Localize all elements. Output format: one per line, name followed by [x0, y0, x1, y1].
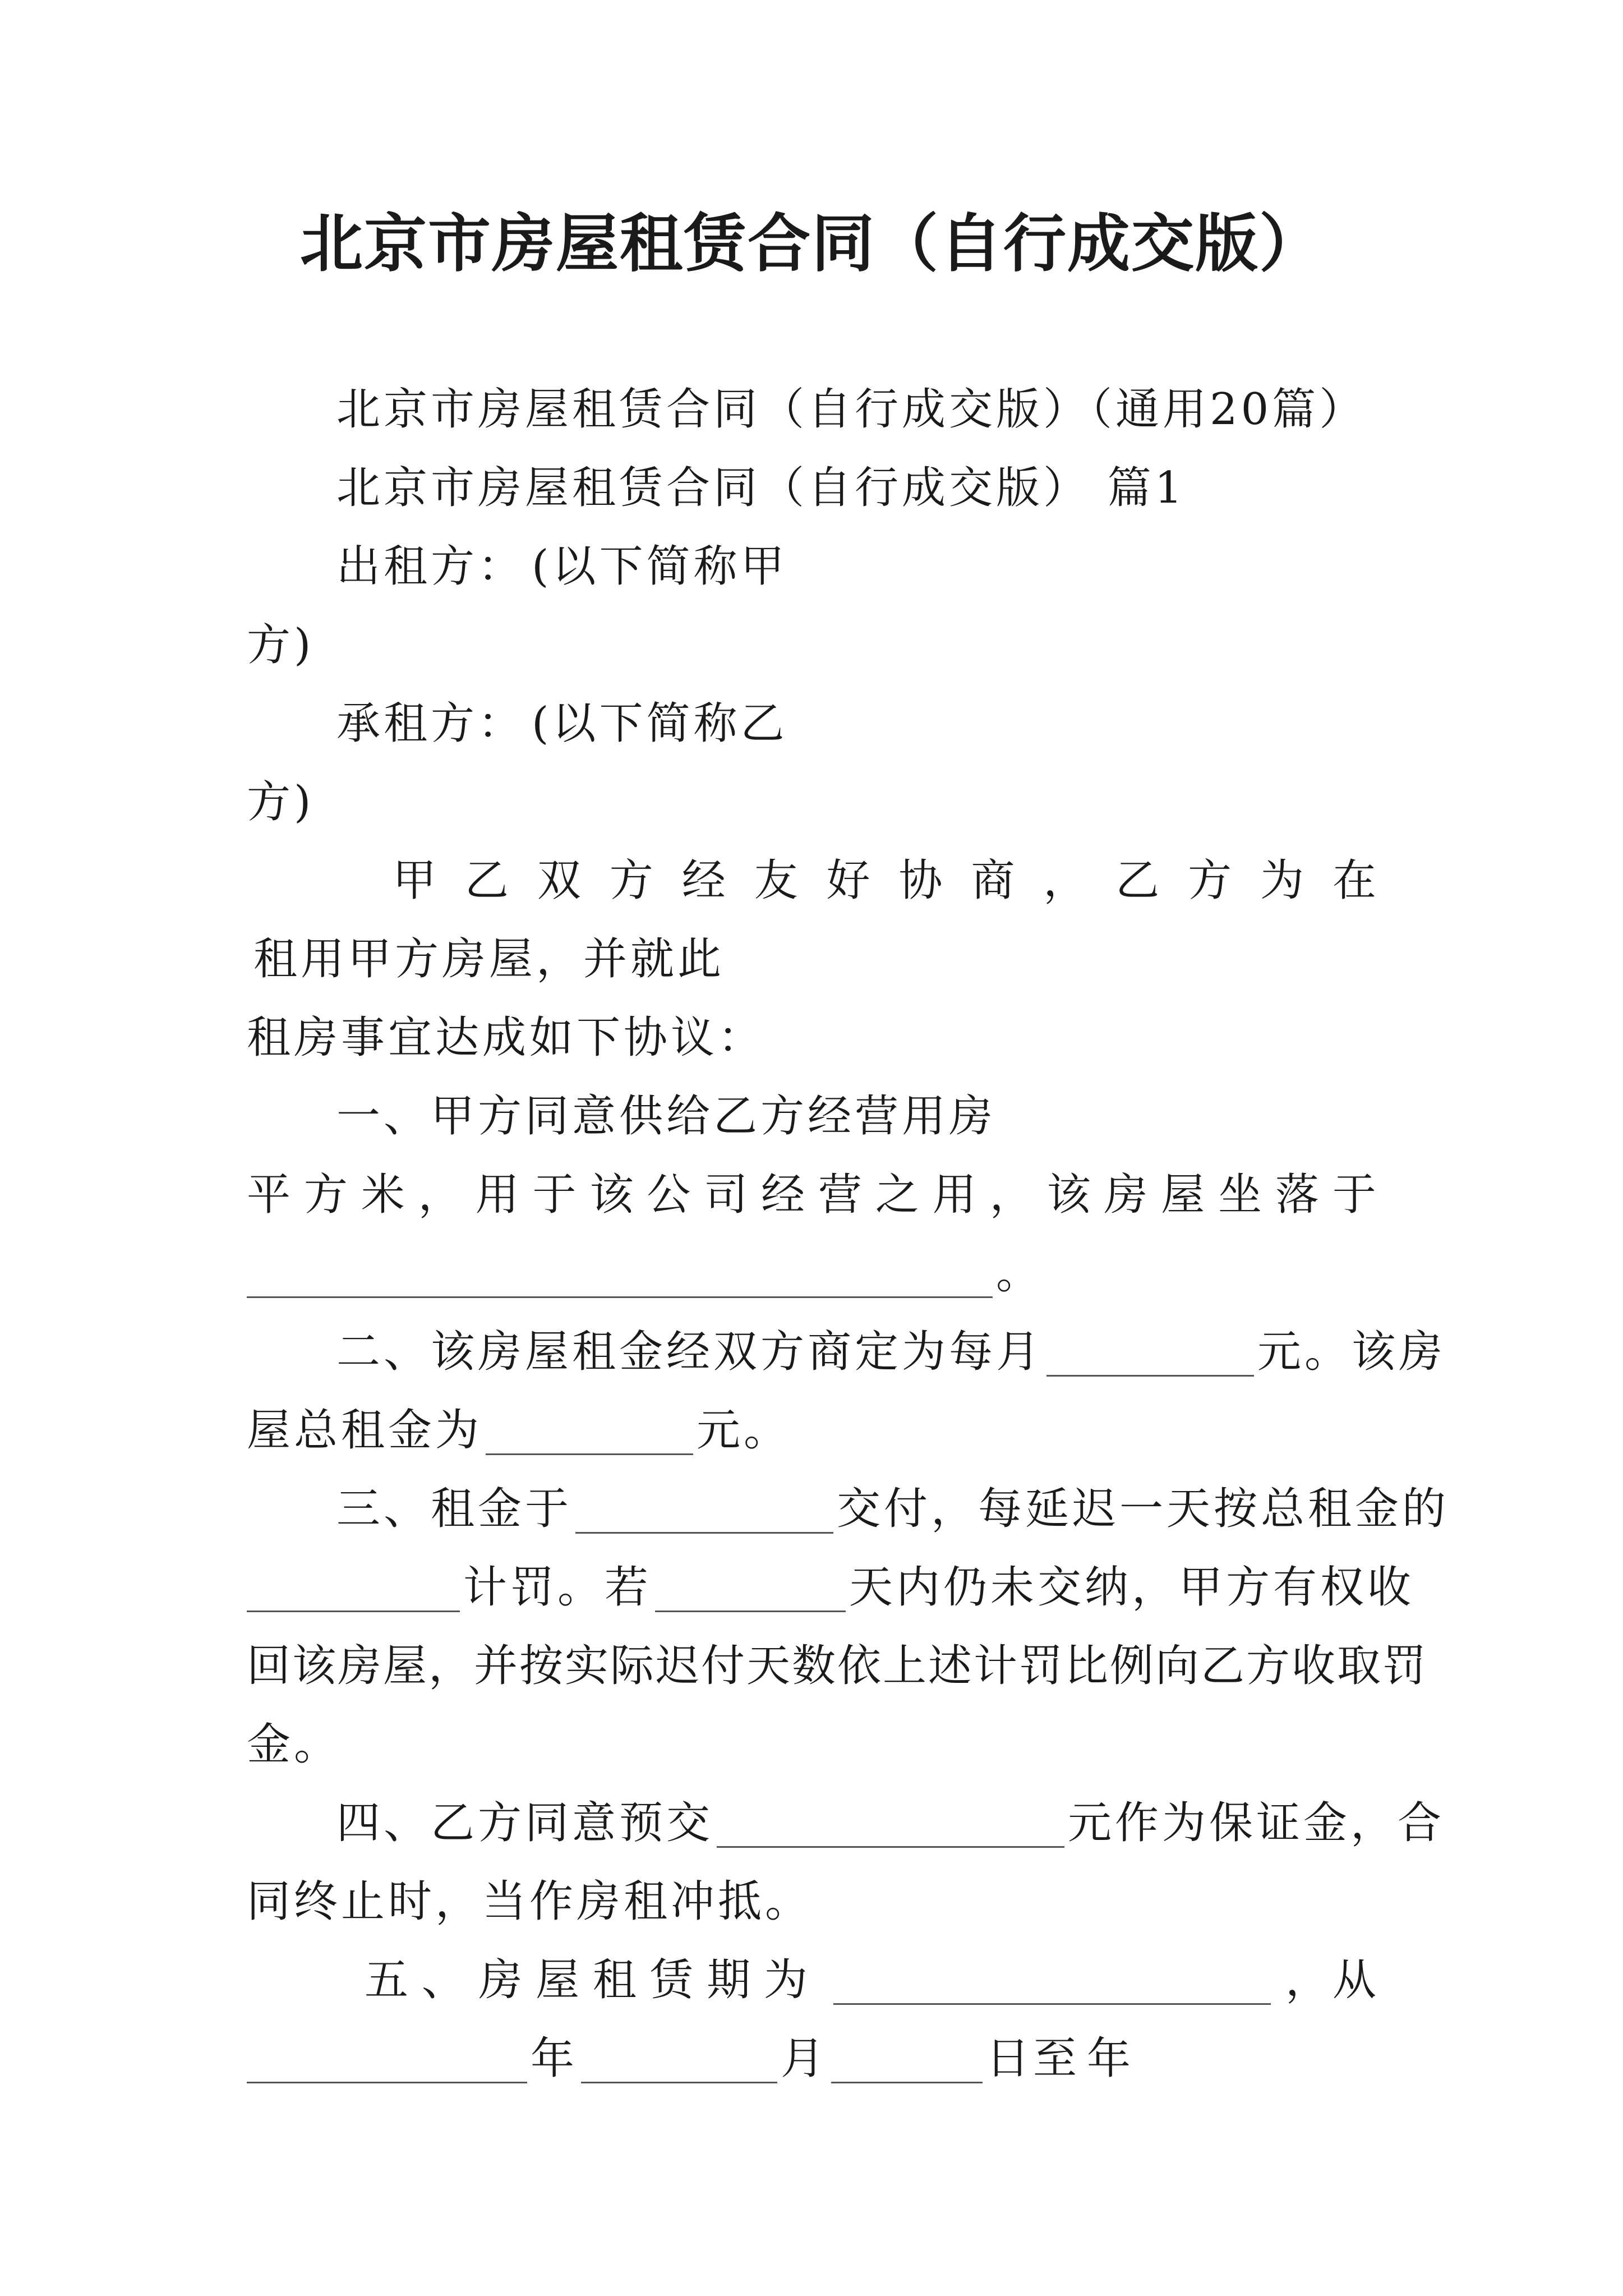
article-1-text: 一、甲方同意供给乙方经营用房 — [336, 1091, 997, 1142]
article-1-char: 用 — [475, 1170, 523, 1220]
lessor-label: 出租方： — [336, 541, 525, 592]
start-year-label: 年 — [531, 2033, 578, 2084]
article-4-line-1 — [336, 1784, 1445, 1862]
article-3-text-a: 三、租金于 — [336, 1484, 573, 1534]
subtitle-collection: 北京市房屋租赁合同（自行成交版）（通用20篇） — [336, 384, 1367, 435]
article-1-line-1 — [336, 1077, 1380, 1156]
article-1-char: 于 — [1332, 1170, 1380, 1220]
intro-char: 双 — [537, 855, 584, 906]
start-month-blank[interactable] — [581, 2030, 777, 2083]
intro-char: 为 — [1260, 855, 1308, 906]
article-1-char: 经 — [761, 1170, 809, 1220]
article-1-char: 平 — [247, 1170, 294, 1220]
article-1-char: 该 — [1046, 1170, 1094, 1220]
article-1-char: 营 — [818, 1170, 865, 1220]
intro-char: 在 — [1332, 855, 1380, 906]
article-5-char: 房 — [478, 1955, 526, 2005]
article-1-char: 用 — [932, 1170, 980, 1220]
deposit-blank[interactable] — [717, 1795, 1064, 1848]
lessee-label: 承租方： — [336, 698, 525, 749]
article-5-char: 租 — [592, 1955, 640, 2005]
article-1-char: 方 — [303, 1170, 351, 1220]
intro-line-2-text: 租用甲方房屋，并就此 — [253, 934, 725, 984]
article-4-text-a: 四、乙方同意预交 — [336, 1798, 714, 1848]
article-5-char: 期 — [707, 1955, 754, 2005]
lessee-cont: 方) — [247, 777, 315, 827]
intro-char: 协 — [898, 855, 946, 906]
end-year-label: 年 — [1087, 2033, 1135, 2084]
start-day-to-label: 日至 — [986, 2033, 1081, 2084]
article-1-char: 公 — [647, 1170, 694, 1220]
intro-char: 乙 — [464, 855, 512, 906]
article-3-text-b: 交付，每延迟一天按总租金的 — [837, 1484, 1450, 1534]
article-3-text-c: 计罚。若 — [463, 1562, 652, 1613]
intro-char: 友 — [754, 855, 801, 906]
article-1-end: 。 — [996, 1248, 1044, 1299]
article-1-char: 于 — [532, 1170, 580, 1220]
total-rent-blank[interactable] — [486, 1402, 693, 1455]
article-1-char: 司 — [704, 1170, 751, 1220]
article-1-char: 房 — [1104, 1170, 1151, 1220]
article-1-char: 该 — [589, 1170, 637, 1220]
article-5-char: 五 — [365, 1955, 412, 2005]
article-3-line-4: 金。 — [247, 1719, 342, 1770]
intro-char: 方 — [1188, 855, 1235, 906]
article-5-char: 赁 — [649, 1955, 697, 2005]
article-1-line-3 — [247, 1234, 1380, 1313]
intro-line-3: 租房事宜达成如下协议： — [247, 1013, 766, 1063]
article-1-char: 屋 — [1161, 1170, 1209, 1220]
document-title: 北京市房屋租赁合同（自行成交版） — [300, 207, 1323, 280]
monthly-rent-blank[interactable] — [1046, 1323, 1254, 1377]
article-2-line-2 — [247, 1391, 1380, 1470]
intro-char: 乙 — [1115, 855, 1163, 906]
lessor-line — [336, 527, 1380, 606]
article-3-line-3: 回该房屋，并按实际迟付天数依上述计罚比例向乙方收取罚 — [247, 1641, 1428, 1691]
article-2-text-b: 元。该房 — [1257, 1327, 1446, 1377]
article-5-text — [365, 1941, 811, 2019]
article-4-line-2: 同终止时，当作房租冲抵。 — [247, 1876, 813, 1927]
article-1-line-2 — [247, 1156, 1380, 1234]
payment-date-blank[interactable] — [575, 1480, 833, 1534]
intro-char: 经 — [681, 855, 729, 906]
start-month-label: 月 — [781, 2033, 828, 2084]
article-1-char: 米 — [361, 1170, 408, 1220]
article-1-char: ， — [989, 1170, 1037, 1220]
article-5-char: 屋 — [536, 1955, 583, 2005]
start-day-blank[interactable] — [831, 2030, 983, 2083]
article-3-line-2 — [247, 1548, 1415, 1627]
article-5-line-2 — [247, 2019, 1380, 2098]
penalty-rate-blank[interactable] — [247, 1559, 460, 1612]
property-address-blank[interactable] — [247, 1245, 993, 1298]
article-1-char: ， — [418, 1170, 465, 1220]
article-1-char: 落 — [1275, 1170, 1323, 1220]
article-2-text-a: 二、该房屋租金经双方商定为每月 — [336, 1327, 1044, 1377]
article-1-char: 坐 — [1218, 1170, 1266, 1220]
article-5-char: 、 — [421, 1955, 469, 2005]
intro-char: 甲 — [393, 855, 440, 906]
article-3-text-d: 天内仍未交纳，甲方有权收 — [849, 1562, 1415, 1613]
lessee-suffix: (以下简称乙 — [532, 698, 788, 749]
article-5-line-1 — [365, 1941, 1380, 2019]
lessor-suffix: (以下简称甲 — [532, 541, 788, 592]
intro-char: ， — [1043, 855, 1091, 906]
article-5-char: 为 — [763, 1955, 811, 2005]
article-5-from: 从 — [1332, 1955, 1380, 2005]
lessor-cont: 方) — [247, 620, 315, 670]
intro-char: 好 — [826, 855, 874, 906]
lessee-line — [336, 684, 1380, 763]
intro-line-2 — [247, 920, 1380, 999]
article-2-text-c: 屋总租金为 — [247, 1405, 483, 1456]
intro-char: 方 — [609, 855, 657, 906]
article-5-comma: ， — [1285, 1955, 1332, 2005]
intro-line-1 — [393, 841, 1380, 920]
lease-term-blank[interactable] — [833, 1952, 1271, 2005]
grace-days-blank[interactable] — [655, 1559, 846, 1612]
intro-char: 商 — [971, 855, 1018, 906]
article-4-text-b: 元作为保证金，合 — [1068, 1798, 1445, 1848]
article-3-line-1 — [336, 1470, 1450, 1548]
start-year-blank[interactable] — [247, 2030, 527, 2083]
article-1-char: 之 — [875, 1170, 923, 1220]
subtitle-chapter: 北京市房屋租赁合同（自行成交版） 篇1 — [336, 463, 1186, 513]
article-2-text-d: 元。 — [697, 1405, 791, 1456]
article-2-line-1 — [336, 1313, 1446, 1391]
